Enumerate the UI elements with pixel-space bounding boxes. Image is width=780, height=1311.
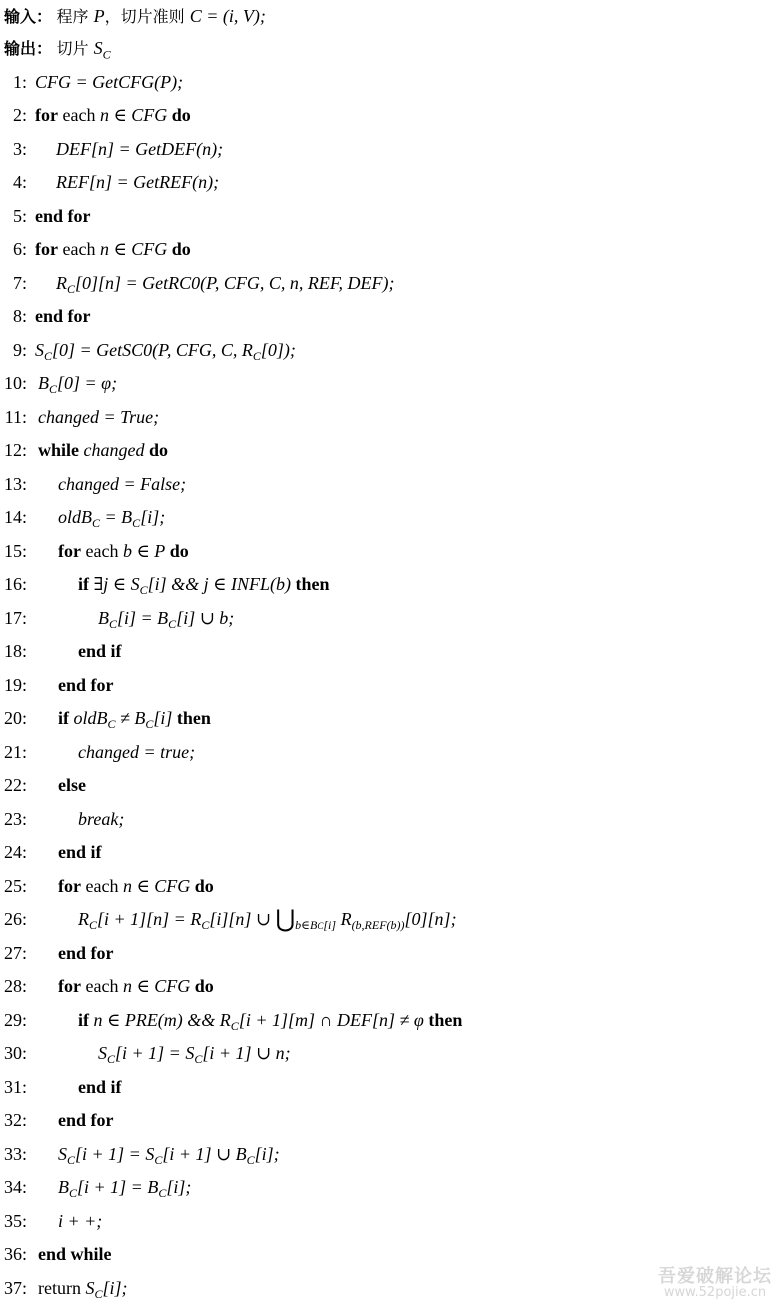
line-number: 23:	[3, 809, 27, 829]
line-number: 30:	[3, 1043, 27, 1063]
input-label: 输入：	[4, 7, 53, 26]
line-code: REF[n] = GetREF(n);	[56, 172, 220, 192]
line-code: $S_C[i + 1] = S_C[i + 1]$ ∪ n;	[98, 1043, 291, 1066]
line-number: 8:	[12, 306, 27, 326]
line-code: $B_C[0] = \varphi$;	[38, 373, 118, 396]
line-number: 6:	[12, 239, 27, 259]
line-code: end if	[78, 1077, 122, 1097]
line-code: if ∃j ∈ $S_C[i]$ && j ∈ INFL(b) then	[78, 574, 330, 597]
line-code: for each b ∈ P do	[58, 541, 189, 561]
line-code: $R_C[i + 1][n] = R_C[i][n]$ ∪ $⋃_{b\in BC[i]}$ $R_{(b,REF(b))}[0][n]$;	[78, 907, 457, 933]
line-code: end if	[78, 641, 122, 661]
line-number: 36:	[3, 1244, 27, 1264]
line-number: 22:	[3, 775, 27, 795]
line-number: 37:	[3, 1278, 27, 1298]
watermark	[658, 1266, 772, 1301]
line-number: 18:	[3, 641, 27, 661]
line-code: CFG = GetCFG(P);	[35, 72, 184, 92]
line-number: 27:	[3, 943, 27, 963]
line-number: 14:	[3, 507, 27, 527]
line-number: 1:	[12, 72, 27, 92]
line-code: $B_C[i + 1] = B_C[i]$;	[58, 1177, 192, 1200]
line-code: for each n ∈ CFG do	[58, 976, 214, 996]
line-number: 4:	[12, 172, 27, 192]
line-code: DEF[n] = GetDEF(n);	[56, 139, 224, 159]
line-code: if n ∈ PRE(m) && $R_C[i + 1][m]$ ∩ DEF[n] ≠ φ then	[78, 1010, 463, 1033]
line-number: 13:	[3, 474, 27, 494]
line-number: 16:	[3, 574, 27, 594]
line-code: changed = true;	[78, 742, 196, 762]
input-line	[4, 2, 266, 30]
watermark-url: www.52pojie.cn	[663, 1285, 767, 1300]
line-number: 25:	[3, 876, 27, 896]
line-code: end for	[58, 1110, 114, 1130]
output-symbol: S	[93, 38, 103, 58]
line-code: $S_C[0]$ = GetSC0(P, CFG, C, $R_C[0]$);	[35, 340, 296, 363]
output-line	[4, 34, 111, 62]
line-number: 11:	[4, 407, 27, 427]
output-text: 切片	[56, 39, 94, 58]
line-number: 2:	[12, 105, 27, 125]
line-number: 28:	[3, 976, 27, 996]
input-program-symbol: P	[93, 6, 105, 26]
line-number: 24:	[3, 842, 27, 862]
line-number: 19:	[3, 675, 27, 695]
line-number: 20:	[3, 708, 27, 728]
line-code: for each n ∈ CFG do	[58, 876, 214, 896]
input-criterion-formula: C = (i, V);	[189, 6, 266, 26]
line-code: end for	[58, 675, 114, 695]
line-number: 3:	[12, 139, 27, 159]
line-code: end if	[58, 842, 102, 862]
line-code: changed = False;	[58, 474, 187, 494]
line-number: 12:	[3, 440, 27, 460]
line-code: break;	[78, 809, 125, 829]
line-code: $R_C[0][n]$ = GetRC0(P, CFG, C, n, REF, DEF);	[56, 273, 395, 296]
line-number: 21:	[3, 742, 27, 762]
line-code: end for	[58, 943, 114, 963]
line-number: 35:	[3, 1211, 27, 1231]
line-code: end while	[38, 1244, 112, 1264]
input-text-criterion: ，切片准则	[104, 7, 190, 26]
line-number: 17:	[3, 608, 27, 628]
line-code: oldB$_C$ = $B_C[i]$;	[58, 507, 166, 530]
line-number: 33:	[3, 1144, 27, 1164]
line-code: else	[58, 775, 86, 795]
line-code: return $S_C[i]$;	[38, 1278, 128, 1301]
line-code: $S_C[i + 1] = S_C[i + 1]$ ∪ $B_C[i]$;	[58, 1144, 280, 1167]
line-number: 9:	[12, 340, 27, 360]
line-number: 34:	[3, 1177, 27, 1197]
line-number: 31:	[3, 1077, 27, 1097]
line-number: 10:	[3, 373, 27, 393]
line-number: 29:	[3, 1010, 27, 1030]
output-subscript: C	[102, 47, 111, 62]
line-code: if oldB$_C$ ≠ $B_C[i]$ then	[58, 708, 211, 731]
input-text-program: 程序	[56, 7, 94, 26]
watermark-title: 吾爱破解论坛	[658, 1266, 772, 1287]
line-code: i + +;	[58, 1211, 103, 1231]
line-number: 26:	[3, 909, 27, 929]
line-code: changed = True;	[38, 407, 160, 427]
output-label: 输出：	[4, 39, 53, 58]
line-code: $B_C[i] = B_C[i]$ ∪ b;	[98, 608, 235, 631]
line-number: 5:	[12, 206, 27, 226]
line-code: end for	[35, 206, 91, 226]
line-number: 32:	[3, 1110, 27, 1130]
line-code: for each n ∈ CFG do	[35, 239, 191, 259]
line-number: 7:	[12, 273, 27, 293]
line-number: 15:	[3, 541, 27, 561]
line-code: while changed do	[38, 440, 169, 460]
line-code: for each n ∈ CFG do	[35, 105, 191, 125]
line-code: end for	[35, 306, 91, 326]
